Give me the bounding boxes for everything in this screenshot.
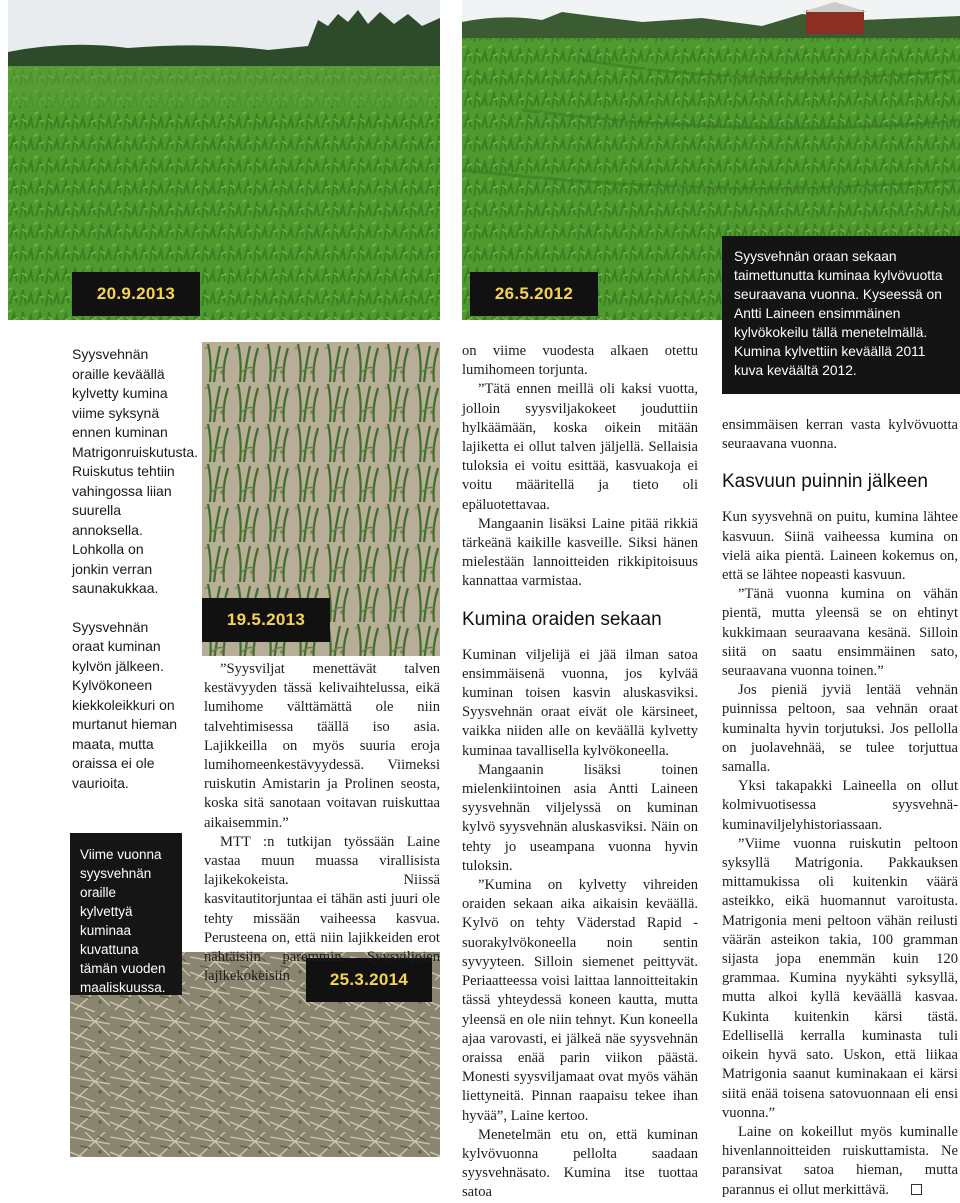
paragraph: on viime vuodesta alkaen otettu lumihomeen torjunta. <box>462 343 698 379</box>
paragraph: ”Tätä ennen meillä oli kaksi vuotta, jolloin syysviljakokeet jouduttiin hylkäämään, koska oikein mitään lajiketta ei ollut talven jäljellä. Sellaisia tuloksia ei voitu esittää, kasvuakoja ei voitu määritellä ja tieto oli epäluotettavaa. <box>462 381 698 513</box>
paragraph: ”Kumina on kylvetty vihreiden oraiden sekaan aika aikaisin keväällä. Kylvö on tehty Väderstad Rapid -suorakylvökoneella noin sentin syvyyteen. Silloin siemenet peittyvät. Periaatteessa voisi laittaa lannoitteitakin tässä yhteydessä koneen kautta, mutta yleensä en ole niin tehnyt. Kun koneella ajaa varovasti, ei jälkeä näe syysvehnän oraissa enää parin viikon päästä. Monesti syysviljamaat ovat myös vähän liettyneitä. Pinnan raapaisu tekee ihan hyvää”, Laine kertoo. <box>462 877 698 1124</box>
paragraph: ”Syysviljat menettävät talven kestävyyden tässä kelivaihtelussa, eikä lumihome välttämättä ole niin talvehtimisessa täällä iso asia. Lajikkeilla on myös suuria eroja lumihomeenkestävyydessä. Viimeksi ruiskutin Amistarin ja Prolinen seosta, koska sitä sanotaan voitavan ruiskuttaa aikaisemmin.” <box>204 661 440 831</box>
paragraph: Jos pieniä jyviä lentää vehnän puinnissa peltoon, saa vehnän oraat kuminalta hyvin torjutuksi. Jos pellolla on juolavehnää, se tulee torjuttua samalla. <box>722 682 958 776</box>
paragraph: Kun syysvehnä on puitu, kumina lähtee kasvuun. Siinä vaiheessa kumina on vielä aika pientä. Laineen kokemus on, että se lähtee nopeasti kasvuun. <box>722 509 958 584</box>
caption-text: Syysvehnän oraan sekaan taimettunutta kuminaa kylvövuotta seuraavana vuonna. Kyseessä on Antti Laineen ensimmäinen kylvökokeilu tällä menetelmällä. Kumina kylvettiin keväällä 2011 kuva keväältä 2012. <box>734 249 943 378</box>
paragraph: Menetelmän etu on, että kuminan kylvövuonna pellolta saadaan syysvehnäsato. Kumina itse tuottaa satoa <box>462 1126 698 1201</box>
paragraph: MTT :n tutkijan työssään Laine vastaa muun muassa virallisista lajikekokeista. Niissä kasvitautitorjuntaa ei tähän asti juuri ole tehty missään vaiheessa kasvua. Perusteena on, että niin lajikkeiden erot nähtäisiin paremmin. Syysviljojen lajikekokeisiin <box>204 833 440 985</box>
photo-date-badge: 19.5.2013 <box>202 598 330 642</box>
article-column-3 <box>722 416 958 1200</box>
caption-dark-left <box>70 833 182 995</box>
section-heading: Kasvuun puinnin jälkeen <box>722 471 928 493</box>
end-mark-icon <box>911 1184 922 1195</box>
paragraph: Mangaanin lisäksi Laine pitää rikkiä tärkeänä kaikille kasveille. Siksi hänen mielestään lannoitteiden rikkipitoisuus kannattaa varmistaa. <box>462 515 698 590</box>
paragraph: ”Viime vuonna ruiskutin peltoon syksyllä Matrigonia. Pakkauksen mittamukissa oli kuitenkin väärä asteikko, eikä huomannut varoitusta. Matrigonia meni peltoon vähän reilusti väärän asteikon takia, 100 gramman sijasta jopa enemmän kuin 120 grammaa. Kumina nyykähti syksyllä, mutta alkoi kyllä keväällä kasvaa. Kukinta kuitenkin kärsi tästä. Edellisellä kerralla kuminasta tuli oikein hyvä sato. Uskon, että liikaa Matrigonia saanut kuminakaan ei kärsi siitä enää toisena satovuonnaan eli ensi vuonna.” <box>722 835 958 1121</box>
paragraph: Kuminan viljelijä ei jää ilman satoa ensimmäisenä vuonna, jos kylvää kuminan toisen kasvin aluskasviksi. Syysvehnän oraat eivät ole kärsineet, vaikka niiden alle on keväällä kylvetty kuminaa tavallisella kylvökoneella. <box>462 646 698 759</box>
photo-date-badge: 25.3.2014 <box>306 958 432 1002</box>
paragraph: Mangaanin lisäksi toinen mielenkiintoinen asia Antti Laineen syysvehnän viljelyssä on kuminan kylvö syysvehnän aluskasviksi. Näin on tehty jo useampana vuonna hyvin tuloksin. <box>462 761 698 874</box>
caption-left <box>72 345 199 812</box>
paragraph-last <box>722 1123 958 1200</box>
caption-text: Syysvehnän oraat kuminan kylvön jälkeen. Kylvökoneen kiekkoleikkuri on murtanut hieman maata, mutta oraissa ei ole vaurioita. <box>72 618 178 791</box>
article-column-1 <box>204 660 440 986</box>
paragraph: Yksi takapakki Laineella on ollut kolmivuotisessa syysvehnä-kuminaviljelyhistoriassaan. <box>722 778 958 833</box>
photo-date-badge: 20.9.2013 <box>72 272 200 316</box>
caption-text: Viime vuonna syysvehnän oraille kylvettyä kuminaa kuvattuna tämän vuoden maaliskuussa. <box>80 847 166 995</box>
paragraph: ensimmäisen kerran vasta kylvövuotta seuraavana vuonna. <box>722 417 958 453</box>
paragraph: ”Tänä vuonna kumina on vähän pientä, mutta yleensä se on ehtinyt kukkimaan seuraavana kesänä. Silloin siitä on saatu ensimmäinen sato, seuraavana vuonna toinen.” <box>722 586 958 680</box>
section-heading: Kumina oraiden sekaan <box>462 608 662 630</box>
article-column-2 <box>462 342 698 1203</box>
photo-date-badge: 26.5.2012 <box>470 272 598 316</box>
caption-dark-right <box>722 236 960 394</box>
paragraph-text: Laine on kokeillut myös kuminalle hivenlannoitteiden ruiskuttamista. Ne paransivat satoa hieman, mutta parannus ei ollut merkittävä. <box>722 1123 958 1198</box>
caption-text: Syysvehnän oraille keväällä kylvetty kumina viime syksynä ennen kuminan Matrigonruiskutusta. Ruiskutus tehtiin vahingossa liian suurella annoksella. Lohkolla on jonkin verran saunakukkaa. <box>72 346 199 596</box>
